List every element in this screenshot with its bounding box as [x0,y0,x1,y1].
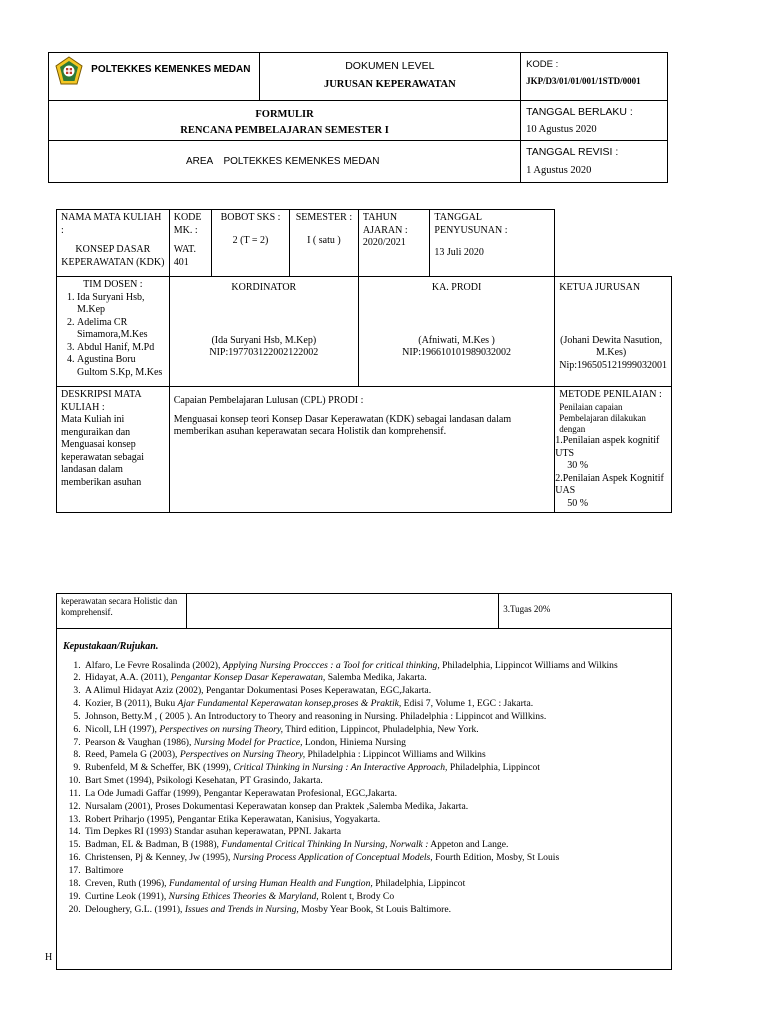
list-item: 1. Ida Suryani Hsb, M.Kep [77,292,165,317]
rps-title: RENCANA PEMBELAJARAN SEMESTER I [180,125,389,137]
head-of-department-label: KETUA JURUSAN [559,282,641,293]
course-description-text: Mata Kuliah ini menguraikan dan Menguasai konsep keperawatan sebagai landasan dalam memberikan asuhan [61,414,145,488]
course-code-label: KODE MK. : [173,212,202,236]
references-cell [57,629,672,970]
revision-date-value: 1 Agustus 2020 [526,165,592,177]
reference-item: 17. Baltimore [83,865,667,878]
valid-date-cell [521,101,668,141]
assessment-item-1-percent: 30 % [567,460,589,472]
reference-item: 19. Curtine Leok (1991), Nursing Ethices Theories & Maryland, Rolent t, Brody Co [83,891,667,904]
assessment-method-cell [555,387,672,513]
assessment-item-2-percent: 50 % [567,497,589,509]
course-description-cell [57,387,170,513]
course-code-value: WAT. 401 [173,244,197,268]
reference-item: 12. Nursalam (2001), Proses Dokumentasi Keperawatan konsep dan Praktek ,Salemba Medika, Jakarta. [83,801,667,814]
assessment-item-3-cell [499,594,672,629]
references-table [56,593,672,970]
document-code-cell [521,53,668,101]
lecturer-team-label: TIM DOSEN : [83,279,143,290]
reference-item: 7. Pearson & Vaughan (1986), Nursing Model for Practice, London, Hiniema Nursing [83,737,667,750]
document-header-table [48,52,668,183]
coordinator-name: (Ida Suryani Hsb, M.Kep) [211,334,317,346]
compile-date-cell [430,210,555,277]
form-title-cell [49,101,521,141]
references-title: Kepustakaan/Rujukan. [63,641,159,652]
reference-item: 8. Reed, Pamela G (2003), Perspectives on Nursing Theory, Philadelphia : Lippincot Williams and Wilkins [83,749,667,762]
reference-item: 16. Christensen, Pj & Kenney, Jw (1995), Nursing Process Application of Conceptual Models, Fourth Edition, Mosby, St Louis [83,852,667,865]
semester-label: SEMESTER : [295,212,353,223]
course-description-continued-text: keperawatan secara Holistic dan komprehensif. [61,596,178,618]
credit-label: BOBOT SKS : [220,212,281,223]
reference-item: 9. Rubenfeld, M & Scheffer, BK (1999), Critical Thinking in Nursing : An Interactive Approach, Philadelphia, Lippincot [83,762,667,775]
learning-outcome-text: Menguasai konsep teori Konsep Dasar Keperawatan (KDK) sebagai landasan dalam memberikan asuhan keperawatan secara Holistik dan komprehensif. [173,413,512,437]
reference-item: 15. Badman, EL & Badman, B (1988), Fundamental Critical Thinking In Nursing, Norwalk : Appeton and Lange. [83,839,667,852]
area-cell [49,141,521,183]
area-label: AREA [186,155,213,167]
head-of-program-label: KA. PRODI [431,282,482,293]
assessment-item-3: 3.Tugas 20% [503,604,551,614]
reference-item: 11. La Ode Jumadi Gaffar (1999), Pengantar Keperawatan Profesional, EGC,Jakarta. [83,788,667,801]
reference-item: 5. Johnson, Betty.M , ( 2005 ). An Introductory to Theory and reasoning in Nursing. Philadelphia : Lippincot and Willkins. [83,711,667,724]
coordinator-label: KORDINATOR [231,282,297,293]
department-name: JURUSAN KEPERAWATAN [323,79,456,91]
list-item: 2. Adelima CR Simamora,M.Kes [77,317,165,342]
valid-date-label: TANGGAL BERLAKU : [526,106,633,118]
course-name-label: NAMA MATA KULIAH : [61,212,162,236]
revision-date-label: TANGGAL REVISI : [526,146,619,159]
coordinator-cell [169,277,358,387]
head-of-department-name: (Johani Dewita Nasution, M.Kes) [560,334,663,358]
reference-item: 10. Bart Smet (1994), Psikologi Kesehatan, PT Grasindo, Jakarta. [83,775,667,788]
references-list [83,660,667,917]
course-description-continued-cell [57,594,187,629]
head-of-program-name: (Afniwati, M.Kes ) [418,334,495,346]
learning-outcome-cell [169,387,554,513]
credit-cell [212,210,290,277]
reference-item: 4. Kozier, B (2011), Buku Ajar Fundamental Keperawatan konsep,proses & Praktik, Edisi 7, Volume 1, EGC : Jakarta. [83,698,667,711]
reference-item: 1. Alfaro, Le Fevre Rosalinda (2002), Applying Nursing Proccces : a Tool for critical thinking, Philadelphia, Lippincot Williams and Wilkins [83,660,667,673]
academic-year-label: TAHUN AJARAN : [362,212,408,236]
reference-item: 2. Hidayat, A.A. (2011), Pengantar Konsep Dasar Keperawatan, Salemba Medika, Jakarta. [83,672,667,685]
credit-value: 2 (T = 2) [232,234,269,246]
coordinator-nip: NIP:197703122002122002 [209,347,319,358]
head-of-department-nip: Nip:196505121999032001 [559,359,667,371]
semester-cell [289,210,358,277]
lecturer-team-cell [57,277,170,387]
compile-date-value: 13 Juli 2020 [434,247,484,258]
academic-year-cell [358,210,429,277]
list-item: 4. Agustina Boru Gultom S.Kp, M.Kes [77,354,165,379]
learning-outcome-label: Capaian Pembelajaran Lulusan (CPL) PRODI : [173,395,364,406]
document-code-label: KODE : [526,59,559,70]
institution-cell [49,53,260,101]
course-name-value: KONSEP DASAR KEPERAWATAN (KDK) [61,244,165,268]
reference-item: 13. Robert Priharjo (1995), Pengantar Etika Keperawatan, Kanisius, Yogyakarta. [83,814,667,827]
valid-date-value: 10 Agustus 2020 [526,124,597,136]
revision-date-cell [521,141,668,183]
course-code-cell [169,210,211,277]
document-level-cell [259,53,520,101]
compile-date-label: TANGGAL PENYUSUNAN : [434,212,508,236]
head-of-department-cell [555,277,672,387]
head-of-program-nip: NIP:196610101989032002 [402,347,512,358]
reference-item: 6. Nicoll, LH (1997), Perspectives on nursing Theory, Third edition, Lippincot, Phuladelphia, New York. [83,724,667,737]
list-item: 3. Abdul Hanif, M.Pd [77,342,165,355]
area-value: POLTEKKES KEMENKES MEDAN [223,155,380,167]
document-code-value: JKP/D3/01/01/001/1STD/0001 [526,75,641,86]
lecturer-list [77,292,165,380]
course-name-cell [57,210,170,277]
assessment-item-1: 1.Penilaian aspek kognitif UTS [555,435,660,459]
assessment-method-intro: Penilaian capaian Pembelajaran dilakukan dengan [559,401,646,434]
semester-value: I ( satu ) [307,234,341,246]
reference-item: 3. A Alimul Hidayat Aziz (2002), Pengantar Dokumentasi Poses Keperawatan, EGC,Jakarta. [83,685,667,698]
page-mark: H [45,952,53,963]
assessment-item-2: 2.Penilaian Aspek Kognitif UAS [555,472,664,497]
institution-name: POLTEKKES KEMENKES MEDAN [91,64,251,75]
reference-item: 20. Deloughery, G.L. (1991), Issues and Trends in Nursing, Mosby Year Book, St Louis Baltimore. [83,904,667,917]
empty-cell [186,594,498,629]
assessment-method-label: METODE PENILAIAN : [559,389,662,400]
form-label: FORMULIR [255,109,314,120]
head-of-program-cell [358,277,554,387]
course-info-table [56,209,672,513]
academic-year-value: 2020/2021 [362,237,406,248]
reference-item: 18. Creven, Ruth (1996), Fundamental of ursing Human Health and Fungtion, Philadelphia, Lippincot [83,878,667,891]
course-description-label: DESKRIPSI MATA KULIAH : [61,389,142,413]
document-level-label: DOKUMEN LEVEL [345,60,435,72]
institution-seal-icon [54,56,84,86]
reference-item: 14. Tim Depkes RI (1993) Standar asuhan keperawatan, PPNI. Jakarta [83,826,667,839]
